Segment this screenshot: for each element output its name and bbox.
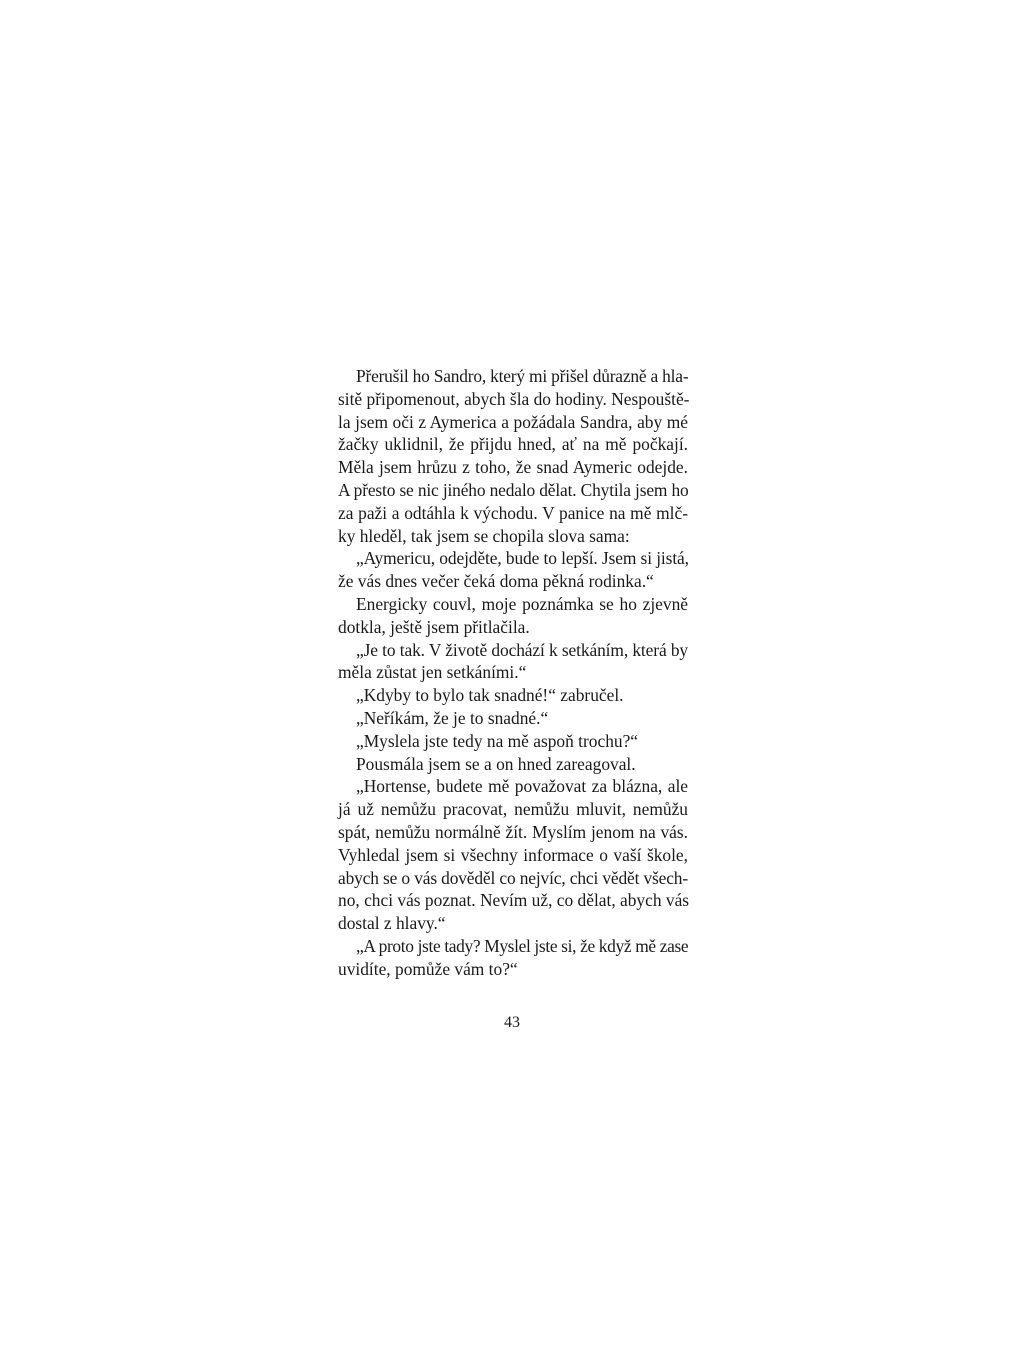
text-line: uvidíte, pomůže vám to?“ bbox=[338, 958, 518, 979]
text-line: la jsem oči z Aymerica a požádala Sandra, aby mé bbox=[338, 411, 688, 432]
text-line: „A proto jste tady? Myslel jste si, že když mě zase bbox=[356, 935, 689, 956]
text-line: spát, nemůžu normálně žít. Myslím jenom na vás. bbox=[338, 821, 688, 842]
text-line: za paži a odtáhla k východu. V panice na mě mlč- bbox=[338, 502, 688, 523]
text-line: Měla jsem hrůzu z toho, že snad Aymeric odejde. bbox=[338, 457, 688, 478]
text-line: ky hleděl, tak jsem se chopila slova sama: bbox=[338, 525, 630, 546]
text-line: Vyhledal jsem si všechny informace o vaší škole, bbox=[338, 844, 688, 865]
text-line: Energicky couvl, moje poznámka se ho zjevně bbox=[356, 593, 688, 614]
text-line: „Kdyby to bylo tak snadné!“ zabručel. bbox=[356, 685, 624, 706]
text-line: Pousmála jsem se a on hned zareagoval. bbox=[356, 753, 636, 774]
text-line: no, chci vás poznat. Nevím už, co dělat, abych vás bbox=[338, 890, 690, 911]
text-line: já už nemůžu pracovat, nemůžu mluvit, nemůžu bbox=[338, 799, 688, 820]
text-line: žačky uklidnil, že přijdu hned, ať na mě počkají. bbox=[338, 434, 688, 455]
text-line: dostal z hlavy.“ bbox=[338, 913, 446, 934]
text-line: „Aymericu, odejděte, bude to lepší. Jsem si jistá, bbox=[356, 548, 689, 569]
text-line: Přerušil ho Sandro, který mi přišel důrazně a hla- bbox=[356, 366, 689, 386]
text-line: „Neříkám, že je to snadné.“ bbox=[356, 707, 549, 728]
page-number: 43 bbox=[504, 1014, 520, 1031]
text-line: „Myslela jste tedy na mě aspoň trochu?“ bbox=[356, 730, 639, 751]
text-line: „Hortense, budete mě považovat za blázna, ale bbox=[356, 776, 688, 797]
text-line: dotkla, ještě jsem přitlačila. bbox=[338, 616, 530, 637]
text-line: sitě připomenout, abych šla do hodiny. Nespouště- bbox=[338, 388, 690, 409]
text-line: že vás dnes večer čeká doma pěkná rodinka.“ bbox=[338, 571, 654, 592]
text-line: A přesto se nic jiného nedalo dělat. Chytila jsem ho bbox=[338, 479, 689, 500]
text-line: „Je to tak. V životě dochází k setkáním, která by bbox=[356, 639, 689, 660]
body-text bbox=[338, 365, 688, 981]
text-line: abych se o vás dověděl co nejvíc, chci vědět všech- bbox=[338, 867, 688, 888]
text-line: měla zůstat jen setkáními.“ bbox=[338, 662, 527, 683]
